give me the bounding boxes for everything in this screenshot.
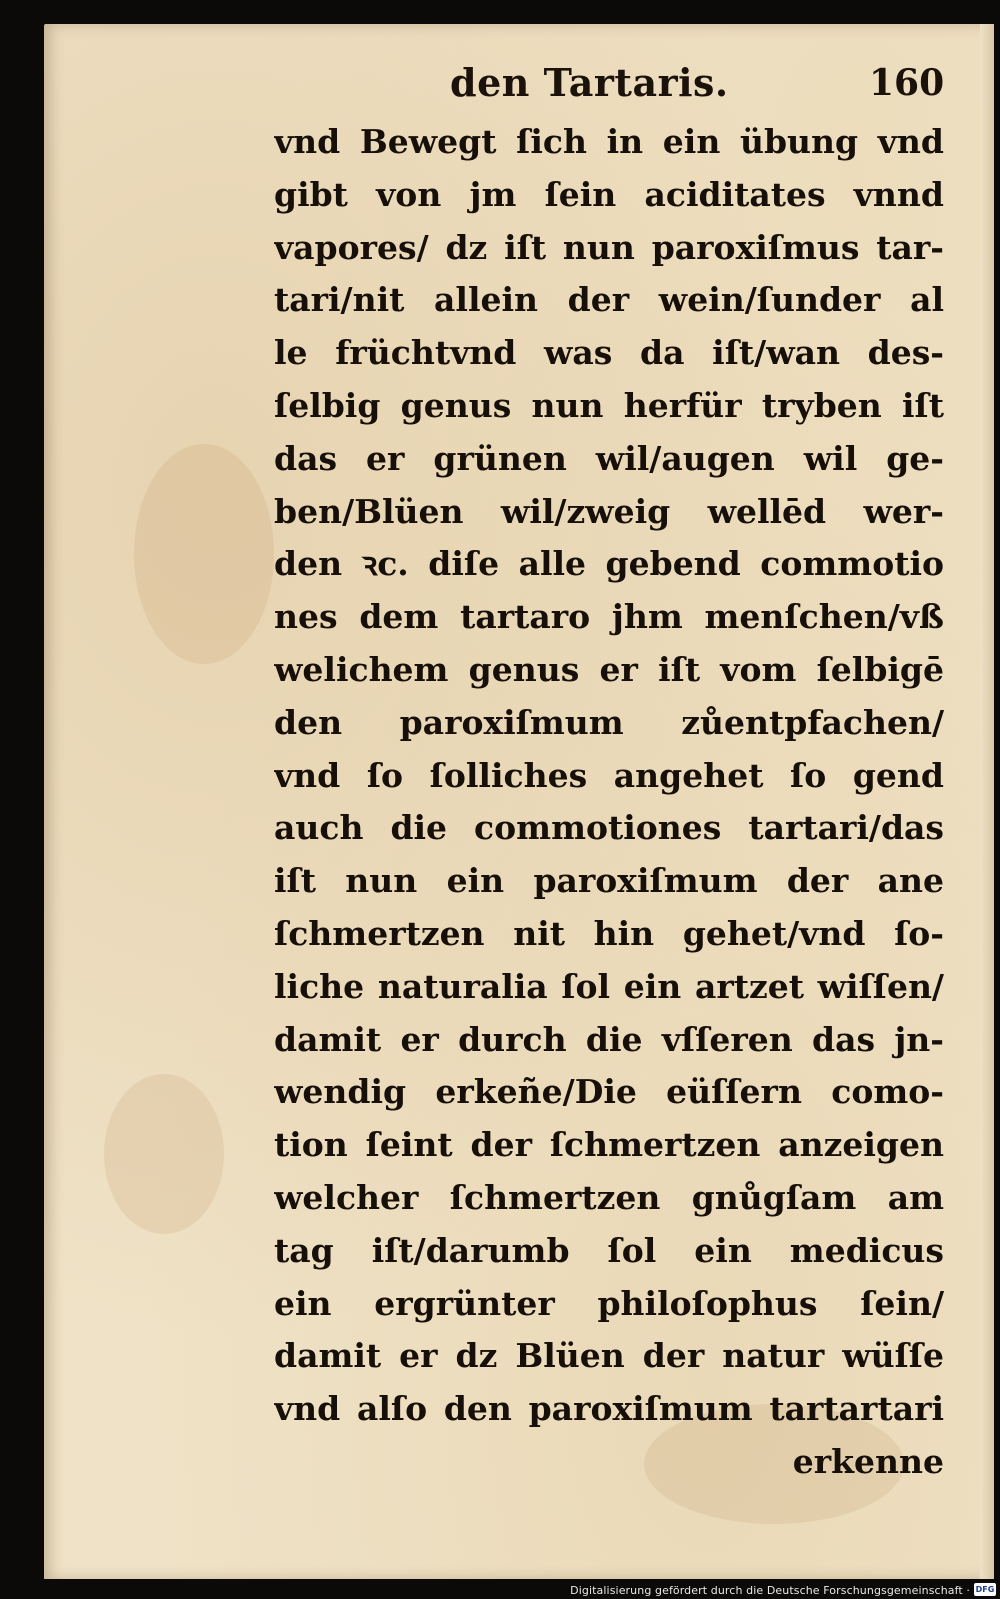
- text-line: den paroxiſmum zůentpfachen/: [274, 702, 944, 742]
- running-head: den Tartaris.: [450, 60, 729, 105]
- text-line: gibt von jm ſein aciditates vnnd: [274, 174, 944, 214]
- text-line: iſt nun ein paroxiſmum der ane: [274, 861, 944, 901]
- text-line: tari/nit allein der wein/ſunder al: [274, 280, 944, 320]
- text-line: le früchtvnd was da iſt/wan des-: [274, 333, 944, 373]
- text-line: ſelbig genus nun herfür tryben iſt: [274, 385, 944, 425]
- text-line: wendig erkeñe/Die eüſſern como-: [274, 1072, 944, 1112]
- text-line: tion ſeint der ſchmertzen anzeigen: [274, 1125, 944, 1165]
- text-line: tag iſt/darumb ſol ein medicus: [274, 1230, 944, 1270]
- text-line: nes dem tartaro jhm menſchen/vß: [274, 597, 944, 637]
- paper-stain: [104, 1074, 224, 1234]
- text-line: vapores/ dz iſt nun paroxiſmus tar-: [274, 227, 944, 267]
- funding-credit: Digitalisierung gefördert durch die Deutsche Forschungsgemeinschaft ·: [570, 1584, 970, 1597]
- text-line: ſchmertzen nit hin gehet/vnd ſo-: [274, 913, 944, 953]
- page-edge: [980, 24, 994, 1580]
- book-page: [44, 24, 994, 1580]
- text-line: das er grünen wil/augen wil ge-: [274, 438, 944, 478]
- text-line: vnd Bewegt ſich in ein übung vnd: [274, 122, 944, 161]
- catchword: erkenne: [792, 1441, 944, 1481]
- text-line: damit er dz Blüen der natur wüſſe: [274, 1336, 944, 1376]
- dfg-logo: DFG: [975, 1585, 995, 1594]
- text-line: auch die commotiones tartari/das: [274, 808, 944, 848]
- text-line: welcher ſchmertzen gnůgſam am: [274, 1177, 944, 1217]
- body-text: [274, 116, 944, 1489]
- credit-bar: [0, 1579, 1000, 1599]
- text-line: vnd alſo den paroxiſmum tartartari: [274, 1389, 944, 1429]
- page-header: [44, 60, 994, 116]
- text-line: vnd ſo ſolliches angehet ſo gend: [274, 755, 944, 795]
- paper-stain: [134, 444, 274, 664]
- text-line: liche naturalia ſol ein artzet wiſſen/: [274, 966, 944, 1006]
- text-line: damit er durch die vſſeren das jn-: [274, 1019, 944, 1059]
- page-number: 160: [869, 62, 945, 104]
- text-line: ben/Blüen wil/zweig wellēd wer-: [274, 491, 944, 531]
- text-line: welichem genus er iſt vom ſelbigē: [274, 649, 944, 689]
- text-line: den ꝛc. diſe alle gebend commotio: [274, 544, 944, 584]
- text-line: ein ergrünter philoſophus ſein/: [274, 1283, 944, 1323]
